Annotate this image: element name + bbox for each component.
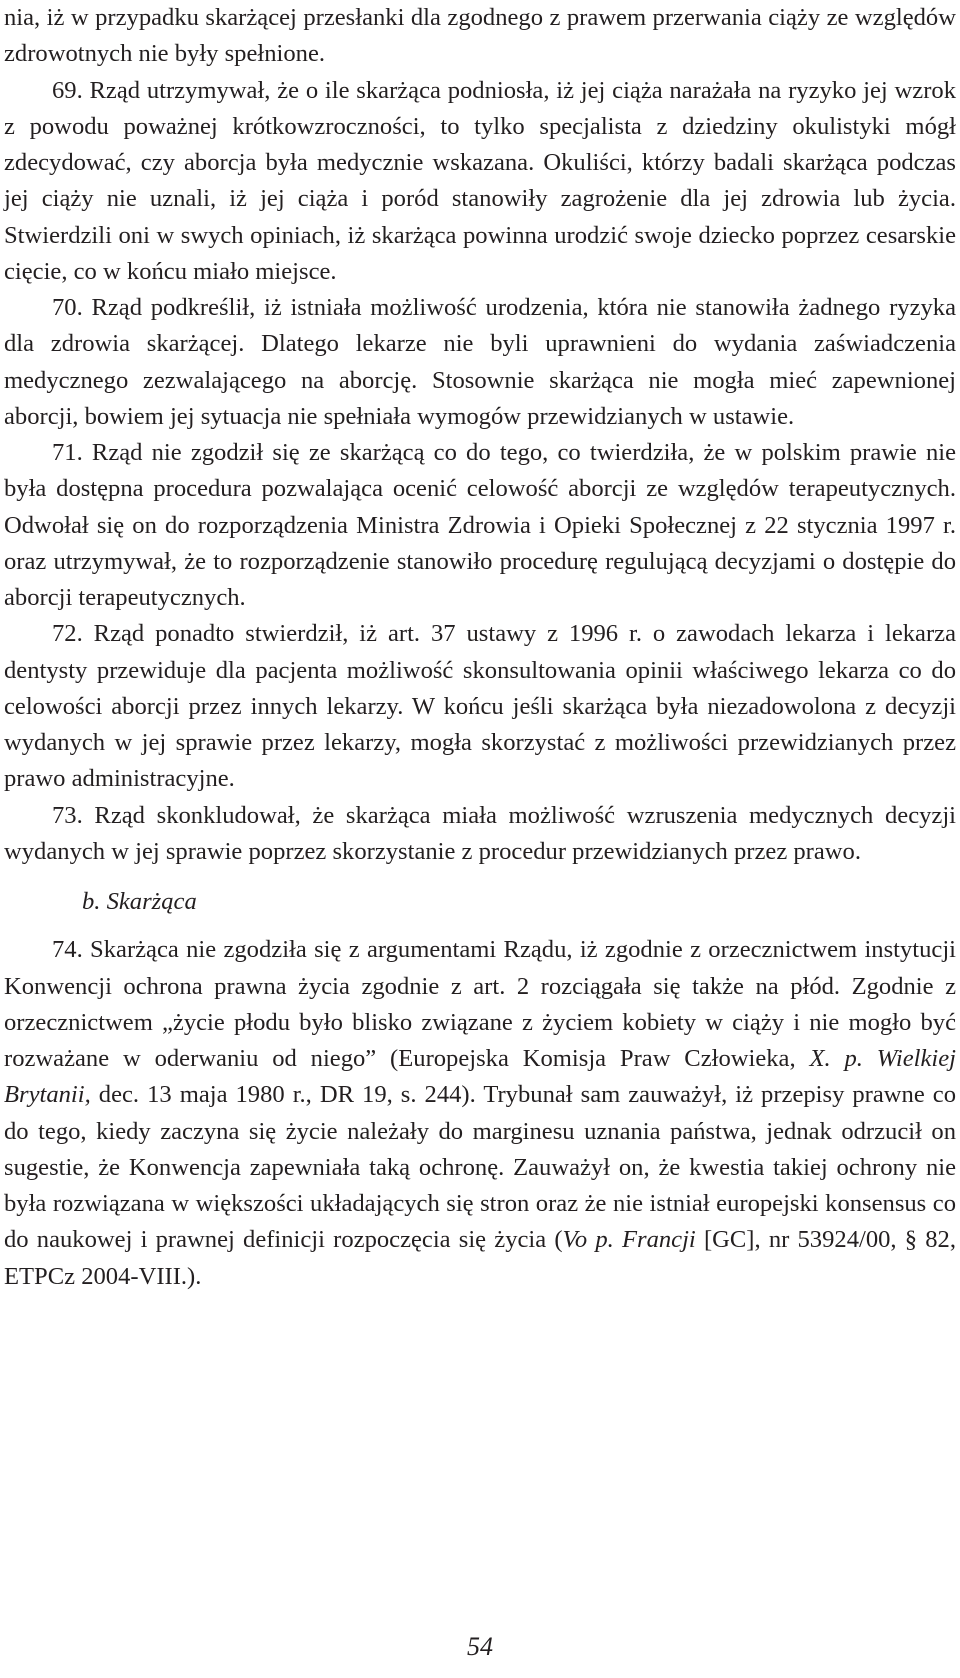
paragraph-p69 bbox=[4, 73, 956, 291]
paragraph-text: dec. 13 maja 1980 r., DR 19, s. 244). Trybunał sam zauważył, iż przepisy prawne co do tego, kiedy zaczyna się życie należały do marginesu uznania państwa, jednak odrzucił on sugestie, że Konwencja zapewniała taką ochronę. Zauważył on, że kwestia takiej ochrony nie była rozwiązana w większości układających się stron oraz że nie istniał europejski konsensus co do naukowej i prawnej definicji rozpoczęcia się życia ( bbox=[4, 1081, 956, 1254]
paragraph-p70 bbox=[4, 290, 956, 435]
citation-italic: X. p. Wielkiej Brytanii, bbox=[4, 1045, 956, 1109]
paragraph-text: 71. Rząd nie zgodził się ze skarżącą co do tego, co twierdziła, że w polskim prawie nie była dostępna procedura pozwalająca ocenić celowość aborcji ze względów terapeutycznych. Odwołał się on do rozporządzenia Ministra Zdrowia i Opieki Społecznej z 22 stycznia 1997 r. oraz utrzymywał, że to rozporządzenie stanowiło procedurę regulującą decyzjami o dostępie do aborcji terapeutycznych. bbox=[4, 439, 956, 611]
paragraph-p-cont bbox=[4, 0, 956, 73]
paragraph-text: nia, iż w przypadku skarżącej przesłanki dla zgodnego z prawem przerwania ciąży ze względów zdrowotnych nie były spełnione. bbox=[4, 4, 956, 68]
paragraph-text: 69. Rząd utrzymywał, że o ile skarżąca podniosła, iż jej ciąża narażała na ryzyko jej wzrok z powodu poważnej krótkowzroczności, to tylko specjalista z dziedziny okulistyki mógł zdecydować, czy aborcja była medycznie wskazana. Okuliści, którzy badali skarżąca podczas jej ciąży nie uznali, iż jej ciąża i poród stanowiły zagrożenie dla jej zdrowia lub życia. Stwierdzili oni w swych opiniach, iż skarżąca powinna urodzić swoje dziecko poprzez cesarskie cięcie, co w końcu miało miejsce. bbox=[4, 76, 956, 285]
body-text-lower bbox=[4, 932, 956, 1295]
paragraph-p73 bbox=[4, 798, 956, 871]
page-number: 54 bbox=[467, 1632, 493, 1661]
paragraph-text: [GC], nr 53924/00, § 82, ETPCz 2004-VIII.). bbox=[4, 1226, 956, 1290]
citation-italic: Vo p. Francji bbox=[562, 1226, 696, 1254]
paragraph-text: 70. Rząd podkreślił, iż istniała możliwość urodzenia, która nie stanowiła żadnego ryzyka dla zdrowia skarżącej. Dlatego lekarze nie byli uprawnieni do wydania zaświadczenia medycznego zezwalającego na aborcję. Stosownie skarżąca nie mogła mieć zapewnionej aborcji, bowiem jej sytuacja nie spełniała wymogów przewidzianych w ustawie. bbox=[4, 294, 956, 430]
document-page bbox=[4, 0, 956, 1678]
paragraph-p72 bbox=[4, 616, 956, 797]
paragraph-text: 72. Rząd ponadto stwierdził, iż art. 37 ustawy z 1996 r. o zawodach lekarza i lekarza dentysty przewiduje dla pacjenta możliwość skonsultowania opinii właściwego lekarza co do celowości aborcji przez innych lekarzy. W końcu jeśli skarżąca była niezadowolona z decyzji wydanych w jej sprawie przez lekarzy, mogła skorzystać z możliwości przewidzianych przez prawo administracyjne. bbox=[4, 620, 956, 793]
section-heading-label: b. Skarżąca bbox=[82, 888, 197, 915]
paragraph-p74 bbox=[4, 932, 956, 1295]
paragraph-text: 73. Rząd skonkludował, że skarżąca miała możliwość wzruszenia medycznych decyzji wydanych w jej sprawie poprzez skorzystanie z procedur przewidzianych przez prawo. bbox=[4, 801, 956, 865]
section-heading bbox=[4, 884, 956, 920]
paragraph-text: 74. Skarżąca nie zgodziła się z argumentami Rządu, iż zgodnie z orzecznictwem instytucji Konwencji ochrona prawna życia zgodnie z art. 2 rozciągała się także na płód. Zgodnie z orzecznictwem „życie płodu było blisko związane z życiem kobiety w ciąży i nie mogło być rozważane w oderwaniu od niego” (Europejska Komisja Praw Człowieka, bbox=[4, 936, 956, 1072]
body-text-upper bbox=[4, 0, 956, 870]
paragraph-p71 bbox=[4, 435, 956, 616]
